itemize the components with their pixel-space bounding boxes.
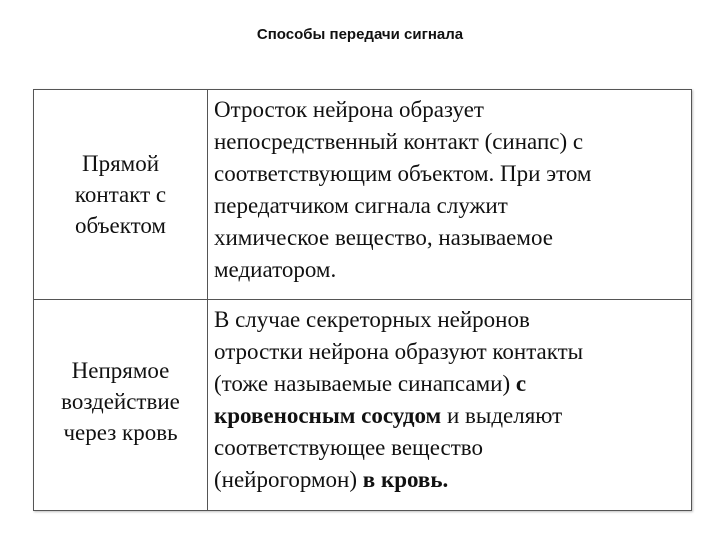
- row-1-label: [34, 148, 207, 241]
- row-2-desc-bold: кровеносным сосудом: [214, 403, 442, 428]
- row-2-desc-line: [214, 400, 583, 432]
- row-2-label-line: через кровь: [63, 420, 178, 445]
- signal-transmission-table: [33, 89, 692, 511]
- row-2-desc-line: В случае секреторных нейронов: [214, 307, 530, 332]
- row-2-desc-text: (тоже называемые синапсами): [214, 371, 516, 396]
- row-divider: [34, 299, 691, 300]
- row-2-desc-line: [214, 464, 583, 496]
- row-2-desc-text: (нейрогормон): [214, 467, 363, 492]
- row-1-description: [214, 94, 591, 286]
- row-2-desc-line: отростки нейрона образуют контакты: [214, 339, 584, 364]
- row-2-desc-line: соответствующее вещество: [214, 435, 484, 460]
- row-1-label-line: объектом: [75, 213, 166, 238]
- row-1-desc-line: медиатором.: [214, 257, 337, 282]
- row-1-desc-line: химическое вещество, называемое: [214, 225, 553, 250]
- row-1-desc-line: непосредственный контакт (синапс) с: [214, 129, 584, 154]
- row-2-description: [214, 304, 583, 496]
- row-2-desc-text: и выделяют: [441, 403, 563, 428]
- row-1-desc-line: Отросток нейрона образует: [214, 97, 484, 122]
- row-1-label-line: контакт с: [74, 182, 167, 207]
- row-2-desc-bold: в кровь.: [362, 467, 449, 492]
- row-2-label: [34, 355, 207, 448]
- row-1-label-line: Прямой: [81, 151, 160, 176]
- row-1-desc-line: соответствующим объектом. При этом: [214, 161, 592, 186]
- row-2-desc-bold: с: [515, 371, 527, 396]
- slide-title: Способы передачи сигнала: [256, 26, 464, 43]
- row-2-label-line: воздействие: [61, 389, 180, 414]
- column-divider: [207, 90, 208, 510]
- row-2-label-line: Непрямое: [71, 358, 170, 383]
- row-2-desc-line: [214, 368, 583, 400]
- row-1-desc-line: передатчиком сигнала служит: [214, 193, 508, 218]
